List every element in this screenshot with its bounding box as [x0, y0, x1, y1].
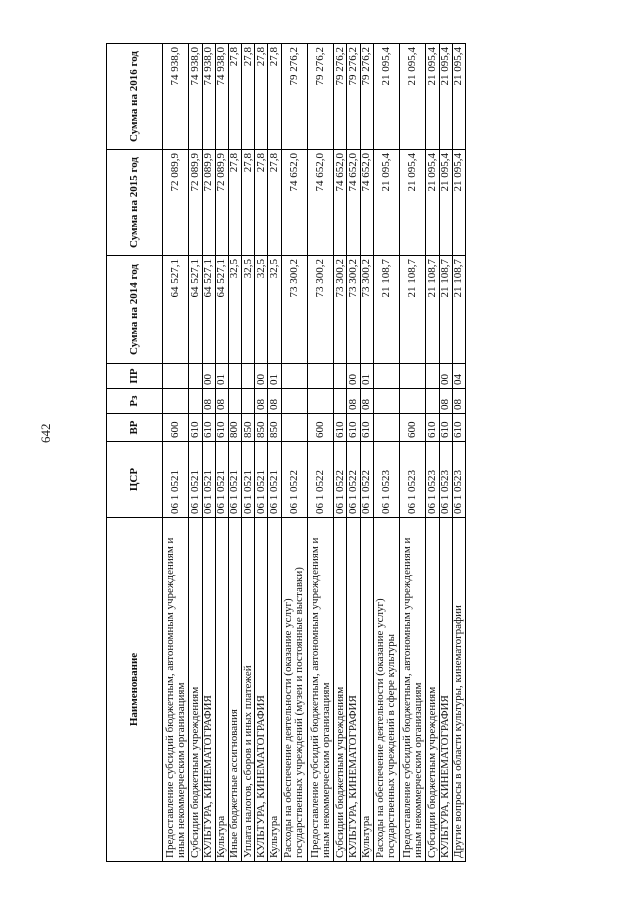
- cell-csr: 06 1 0521: [189, 442, 202, 518]
- cell-2014: 73 300,2: [347, 256, 360, 364]
- cell-rz: 08: [268, 389, 281, 414]
- table-row: [334, 44, 347, 862]
- cell-pr: [242, 364, 255, 389]
- cell-2015: 72 089,9: [215, 150, 228, 256]
- cell-2015: 21 095,4: [373, 150, 399, 256]
- cell-2014: 21 108,7: [400, 256, 426, 364]
- header-vr: ВР: [107, 414, 163, 442]
- cell-2014: 73 300,2: [334, 256, 347, 364]
- cell-rz: [426, 389, 439, 414]
- cell-pr: 00: [202, 364, 215, 389]
- page-number: 642: [38, 423, 53, 443]
- cell-pr: [189, 364, 202, 389]
- cell-csr: 06 1 0521: [268, 442, 281, 518]
- cell-rz: 08: [452, 389, 465, 414]
- cell-pr: [426, 364, 439, 389]
- cell-vr: [281, 414, 307, 442]
- cell-2016: 74 938,0: [202, 44, 215, 150]
- cell-name: Субсидии бюджетным учреждениям: [334, 518, 347, 862]
- cell-2015: 74 652,0: [360, 150, 373, 256]
- cell-pr: [281, 364, 307, 389]
- cell-2015: 72 089,9: [202, 150, 215, 256]
- cell-rz: 08: [255, 389, 268, 414]
- cell-csr: 06 1 0522: [347, 442, 360, 518]
- cell-vr: 610: [426, 414, 439, 442]
- cell-rz: [242, 389, 255, 414]
- cell-name: Другие вопросы в области культуры, кинематографии: [452, 518, 465, 862]
- cell-pr: [228, 364, 241, 389]
- cell-vr: 610: [360, 414, 373, 442]
- cell-pr: 01: [215, 364, 228, 389]
- cell-rz: [334, 389, 347, 414]
- cell-vr: 850: [242, 414, 255, 442]
- cell-2016: 74 938,0: [189, 44, 202, 150]
- cell-rz: [163, 389, 189, 414]
- cell-2016: 21 095,4: [373, 44, 399, 150]
- cell-2014: 73 300,2: [281, 256, 307, 364]
- cell-pr: 04: [452, 364, 465, 389]
- cell-2014: 32,5: [268, 256, 281, 364]
- cell-2016: 21 095,4: [400, 44, 426, 150]
- cell-vr: 600: [307, 414, 333, 442]
- header-2014: Сумма на 2014 год: [107, 256, 163, 364]
- cell-pr: [334, 364, 347, 389]
- cell-rz: [281, 389, 307, 414]
- cell-2014: 32,5: [242, 256, 255, 364]
- cell-2014: 73 300,2: [307, 256, 333, 364]
- cell-vr: 610: [189, 414, 202, 442]
- header-rz: Рз: [107, 389, 163, 414]
- cell-2015: 74 652,0: [334, 150, 347, 256]
- cell-rz: [400, 389, 426, 414]
- cell-csr: 06 1 0521: [228, 442, 241, 518]
- cell-2015: 27,8: [255, 150, 268, 256]
- cell-vr: 610: [347, 414, 360, 442]
- cell-2015: 74 652,0: [347, 150, 360, 256]
- cell-vr: 850: [255, 414, 268, 442]
- cell-vr: 610: [452, 414, 465, 442]
- cell-name: Предоставление субсидий бюджетным, автономным учреждениям и иным некоммерческим организациям: [163, 518, 189, 862]
- cell-2014: 64 527,1: [215, 256, 228, 364]
- cell-name: Культура: [215, 518, 228, 862]
- cell-csr: 06 1 0521: [163, 442, 189, 518]
- cell-2015: 27,8: [242, 150, 255, 256]
- cell-2014: 64 527,1: [202, 256, 215, 364]
- header-csr: ЦСР: [107, 442, 163, 518]
- cell-2016: 79 276,2: [347, 44, 360, 150]
- cell-2016: 27,8: [255, 44, 268, 150]
- cell-pr: 00: [347, 364, 360, 389]
- cell-2015: 74 652,0: [307, 150, 333, 256]
- cell-vr: 850: [268, 414, 281, 442]
- cell-2014: 32,5: [228, 256, 241, 364]
- budget-table: [106, 43, 466, 862]
- cell-2015: 27,8: [268, 150, 281, 256]
- cell-name: Предоставление субсидий бюджетным, автономным учреждениям и иным некоммерческим организациям: [307, 518, 333, 862]
- cell-csr: 06 1 0523: [439, 442, 452, 518]
- table-row: [439, 44, 452, 862]
- cell-2014: 73 300,2: [360, 256, 373, 364]
- cell-name: Предоставление субсидий бюджетным, автономным учреждениям и иным некоммерческим организациям: [400, 518, 426, 862]
- cell-name: КУЛЬТУРА, КИНЕМАТОГРАФИЯ: [202, 518, 215, 862]
- cell-name: Уплата налогов, сборов и иных платежей: [242, 518, 255, 862]
- cell-2016: 27,8: [228, 44, 241, 150]
- cell-csr: 06 1 0522: [307, 442, 333, 518]
- cell-pr: 01: [268, 364, 281, 389]
- header-name: Наименование: [107, 518, 163, 862]
- cell-2015: 21 095,4: [426, 150, 439, 256]
- table-row: [307, 44, 333, 862]
- cell-vr: 600: [163, 414, 189, 442]
- cell-csr: 06 1 0522: [334, 442, 347, 518]
- cell-2016: 79 276,2: [360, 44, 373, 150]
- cell-vr: 610: [439, 414, 452, 442]
- cell-2014: 64 527,1: [163, 256, 189, 364]
- table-row: [215, 44, 228, 862]
- cell-rz: 08: [347, 389, 360, 414]
- cell-2015: 72 089,9: [163, 150, 189, 256]
- cell-2015: 27,8: [228, 150, 241, 256]
- table-row: [400, 44, 426, 862]
- cell-csr: 06 1 0521: [242, 442, 255, 518]
- table-row: [189, 44, 202, 862]
- cell-csr: 06 1 0523: [400, 442, 426, 518]
- cell-2016: 27,8: [268, 44, 281, 150]
- table-row: [426, 44, 439, 862]
- cell-vr: 600: [400, 414, 426, 442]
- table-row: [228, 44, 241, 862]
- cell-2014: 21 108,7: [426, 256, 439, 364]
- cell-vr: 610: [202, 414, 215, 442]
- cell-rz: 08: [360, 389, 373, 414]
- cell-2014: 21 108,7: [452, 256, 465, 364]
- table-row: [281, 44, 307, 862]
- table-row: [202, 44, 215, 862]
- cell-name: Расходы на обеспечение деятельности (оказание услуг) государственных учреждений (музеи и постоянные выставки): [281, 518, 307, 862]
- cell-2016: 79 276,2: [334, 44, 347, 150]
- cell-2014: 21 108,7: [439, 256, 452, 364]
- cell-rz: [189, 389, 202, 414]
- cell-vr: 610: [215, 414, 228, 442]
- cell-pr: [307, 364, 333, 389]
- cell-pr: 01: [360, 364, 373, 389]
- cell-2015: 21 095,4: [439, 150, 452, 256]
- cell-csr: 06 1 0521: [202, 442, 215, 518]
- cell-csr: 06 1 0522: [360, 442, 373, 518]
- cell-vr: 800: [228, 414, 241, 442]
- cell-name: КУЛЬТУРА, КИНЕМАТОГРАФИЯ: [347, 518, 360, 862]
- cell-csr: 06 1 0523: [373, 442, 399, 518]
- cell-2015: 21 095,4: [400, 150, 426, 256]
- cell-csr: 06 1 0521: [215, 442, 228, 518]
- header-2015: Сумма на 2015 год: [107, 150, 163, 256]
- cell-2016: 27,8: [242, 44, 255, 150]
- cell-name: Субсидии бюджетным учреждениям: [426, 518, 439, 862]
- cell-csr: 06 1 0522: [281, 442, 307, 518]
- rotated-page-content: [106, 44, 466, 862]
- cell-2014: 64 527,1: [189, 256, 202, 364]
- cell-2016: 21 095,4: [452, 44, 465, 150]
- table-row: [452, 44, 465, 862]
- table-row: [268, 44, 281, 862]
- cell-2015: 21 095,4: [452, 150, 465, 256]
- cell-vr: [373, 414, 399, 442]
- cell-csr: 06 1 0523: [452, 442, 465, 518]
- cell-csr: 06 1 0523: [426, 442, 439, 518]
- cell-name: Культура: [360, 518, 373, 862]
- cell-pr: 00: [255, 364, 268, 389]
- cell-2014: 21 108,7: [373, 256, 399, 364]
- table-row: [242, 44, 255, 862]
- cell-vr: 610: [334, 414, 347, 442]
- header-row: [107, 44, 163, 862]
- cell-2016: 79 276,2: [281, 44, 307, 150]
- cell-name: Субсидии бюджетным учреждениям: [189, 518, 202, 862]
- cell-rz: 08: [202, 389, 215, 414]
- table-row: [360, 44, 373, 862]
- cell-rz: [228, 389, 241, 414]
- cell-pr: [400, 364, 426, 389]
- header-pr: ПР: [107, 364, 163, 389]
- cell-name: Расходы на обеспечение деятельности (оказание услуг) государственных учреждений в сфере культуры: [373, 518, 399, 862]
- cell-2015: 74 652,0: [281, 150, 307, 256]
- cell-2016: 74 938,0: [163, 44, 189, 150]
- cell-name: КУЛЬТУРА, КИНЕМАТОГРАФИЯ: [439, 518, 452, 862]
- cell-2016: 74 938,0: [215, 44, 228, 150]
- table-row: [347, 44, 360, 862]
- cell-rz: 08: [215, 389, 228, 414]
- cell-pr: 00: [439, 364, 452, 389]
- cell-name: Иные бюджетные ассигнования: [228, 518, 241, 862]
- cell-csr: 06 1 0521: [255, 442, 268, 518]
- cell-2016: 21 095,4: [439, 44, 452, 150]
- cell-2016: 79 276,2: [307, 44, 333, 150]
- cell-rz: [373, 389, 399, 414]
- table-row: [163, 44, 189, 862]
- cell-name: Культура: [268, 518, 281, 862]
- cell-pr: [373, 364, 399, 389]
- cell-2016: 21 095,4: [426, 44, 439, 150]
- header-2016: Сумма на 2016 год: [107, 44, 163, 150]
- cell-rz: [307, 389, 333, 414]
- cell-2015: 72 089,9: [189, 150, 202, 256]
- cell-2014: 32,5: [255, 256, 268, 364]
- cell-pr: [163, 364, 189, 389]
- cell-name: КУЛЬТУРА, КИНЕМАТОГРАФИЯ: [255, 518, 268, 862]
- cell-rz: 08: [439, 389, 452, 414]
- table-row: [373, 44, 399, 862]
- table-row: [255, 44, 268, 862]
